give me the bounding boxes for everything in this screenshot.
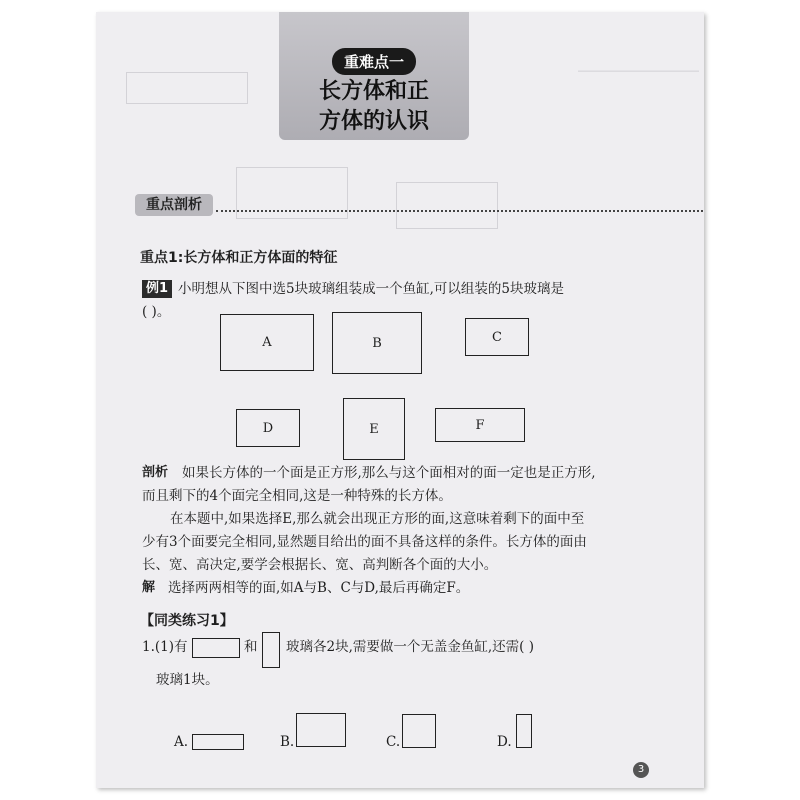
glass-option-f [435,408,525,442]
glass-option-e [343,398,405,460]
choice-d-label: D. [497,734,512,750]
option-label: B [372,335,382,351]
analysis-text: 而且剩下的4个面完全相同,这是一种特殊的长方体。 [142,488,452,504]
choice-a-shape [192,734,244,750]
page-number: 3 [633,762,649,778]
key-point-heading: 重点1:长方体和正方体面的特征 [140,250,338,266]
choice-a-label: A. [174,734,189,750]
glass-option-d [236,409,300,447]
analysis-text: 在本题中,如果选择E,那么就会出现正方形的面,这意味着剩下的面中至 [170,511,585,527]
practice-heading: 【同类练习1】 [140,613,234,629]
option-label: A [262,335,272,350]
glass-rect-tall [262,632,280,668]
bleed-through-shape [396,182,498,229]
analysis-text: 长、宽、高决定,要学会根据长、宽、高判断各个面的大小。 [142,557,498,573]
practice-question-line2: 玻璃1块。 [156,672,219,688]
glass-option-c [465,318,529,356]
analysis-label: 剖析 [142,465,169,480]
chapter-title-line2: 方体的认识 [318,109,429,134]
solution-label: 解 [142,580,156,595]
option-label: F [475,417,485,433]
choice-c-shape [402,714,436,748]
choice-b-label: B. [280,734,295,750]
chapter-badge: 重难点一 [332,48,416,75]
glass-option-a [220,314,314,371]
glass-option-b [332,312,422,374]
option-label: C [492,329,502,345]
example-tag: 例1 [142,280,172,298]
bleed-through-shape [126,72,248,104]
option-label: D [262,420,274,436]
document-page [96,12,704,788]
analysis-text: 如果长方体的一个面是正方形,那么与这个面相对的面一定也是正方形, [182,465,596,481]
section-divider [216,210,703,212]
practice-question-and: 和 [244,639,258,655]
practice-question-rest: 玻璃各2块,需要做一个无盖金鱼缸,还需( ) [286,639,534,655]
choice-b-shape [296,713,346,747]
section-label: 重点剖析 [135,194,213,216]
chapter-header [279,12,469,140]
analysis-text: 少有3个面要完全相同,显然题目给出的面不具备这样的条件。长方体的面由 [142,534,587,550]
glass-rect-wide [192,638,240,658]
solution-text: 选择两两相等的面,如A与B、C与D,最后再确定F。 [168,580,470,596]
option-label: E [369,421,379,437]
choice-c-label: C. [386,734,401,750]
example-question: 小明想从下图中选5块玻璃组装成一个鱼缸,可以组装的5块玻璃是 [178,281,564,297]
choice-d-shape [516,714,532,748]
practice-question-prefix: 1.(1)有 [142,639,188,655]
chapter-title-line1: 长方体和正 [318,79,429,104]
bleed-through: ――――――――――― [578,64,699,77]
example-answer-blank: ( )。 [142,304,171,320]
